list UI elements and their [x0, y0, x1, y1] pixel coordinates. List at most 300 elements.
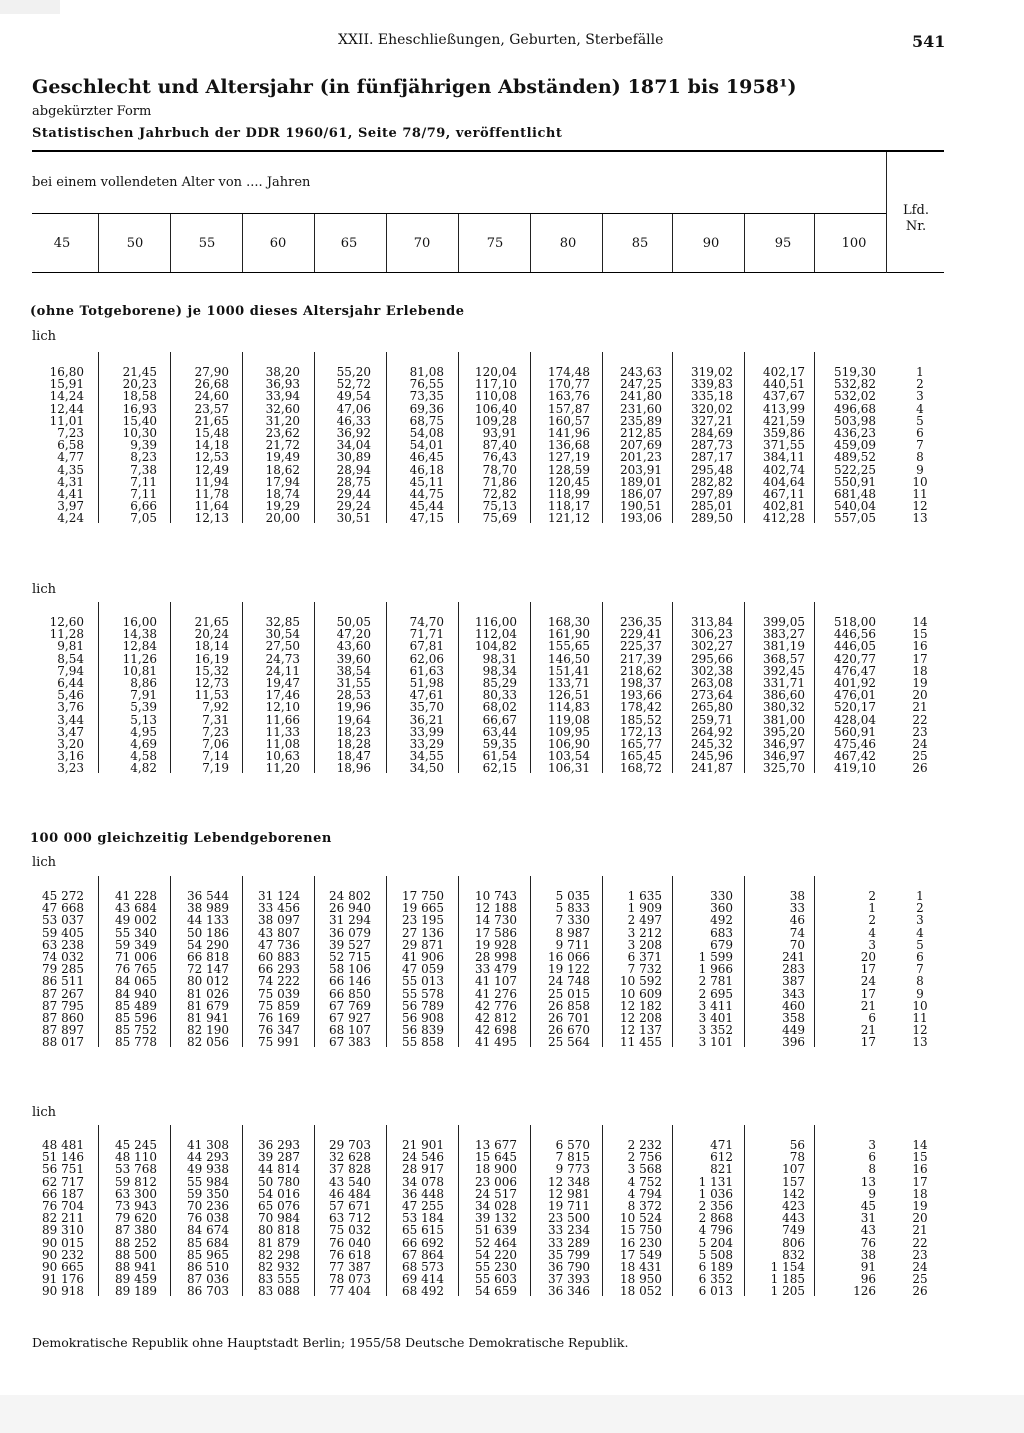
table-cell: 5 508	[698, 1247, 733, 1262]
table-cell: 56 789	[402, 998, 444, 1013]
table-cell: 56	[789, 1138, 805, 1152]
table-cell: 330	[710, 889, 733, 903]
table-cell: 46,18	[409, 462, 444, 477]
table-cell: 4,58	[130, 749, 157, 764]
footnote: Demokratische Republik ohne Hauptstadt Berlin; 1955/58 Deutsche Demokratische Republik.	[32, 1335, 629, 1350]
table-cell: 18,28	[336, 736, 371, 751]
row-number: 6	[916, 949, 924, 964]
age-column-header: 85	[631, 236, 649, 251]
table-cell: 15,48	[194, 425, 229, 440]
table-cell: 12,53	[194, 450, 229, 465]
row-number: 17	[912, 651, 928, 666]
table-cell: 241,87	[691, 761, 733, 776]
table-cell: 319,02	[691, 365, 733, 379]
running-header: XXII. Eheschließungen, Geburten, Sterbefälle	[338, 32, 664, 48]
table-cell: 6 371	[627, 949, 662, 964]
table-cell: 43	[860, 1223, 876, 1238]
table-cell: 17	[860, 1035, 876, 1050]
table-cell: 2	[868, 889, 876, 903]
row-number: 5	[916, 413, 924, 428]
table-cell: 9 711	[555, 937, 590, 952]
table-cell: 6,66	[130, 499, 157, 514]
lfd-label-line2: Nr.	[905, 219, 927, 234]
table-cell: 4,31	[57, 474, 84, 489]
table-cell: 437,67	[763, 389, 805, 404]
table-cell: 217,39	[620, 651, 662, 666]
table-cell: 24,11	[265, 663, 300, 678]
table-cell: 38 097	[258, 913, 300, 928]
table-cell: 2 756	[627, 1150, 662, 1165]
table-cell: 44 814	[258, 1162, 300, 1177]
table-cell: 4,95	[130, 724, 157, 739]
table-cell: 612	[710, 1150, 733, 1165]
table-cell: 6 189	[698, 1259, 733, 1274]
table-cell: 7,05	[130, 511, 157, 526]
table-cell: 25 015	[548, 986, 590, 1001]
table-cell: 34,50	[409, 761, 444, 776]
table-cell: 295,66	[691, 651, 733, 666]
table-cell: 532,02	[834, 389, 876, 404]
table-cell: 1 185	[770, 1272, 805, 1287]
table-cell: 52 715	[329, 949, 371, 964]
table-cell: 20,23	[122, 377, 157, 392]
table-cell: 7,92	[202, 700, 229, 715]
table-cell: 67 864	[402, 1247, 444, 1262]
table-cell: 47 059	[402, 962, 444, 977]
table-cell: 155,65	[548, 639, 590, 654]
section-title-survivors: 100 000 gleichzeitig Lebendgeborenen	[30, 831, 332, 846]
table-cell: 203,91	[620, 462, 662, 477]
table-cell: 168,72	[620, 761, 662, 776]
header-mid-rule	[32, 213, 887, 214]
table-cell: 3 568	[627, 1162, 662, 1177]
age-column-header: 70	[413, 236, 431, 251]
table-cell: 295,48	[691, 462, 733, 477]
column-divider	[814, 214, 815, 272]
row-number: 12	[912, 499, 928, 514]
table-cell: 15 750	[620, 1223, 662, 1238]
table-cell: 50,05	[336, 615, 371, 629]
table-cell: 387	[782, 974, 805, 989]
table-cell: 449	[782, 1023, 805, 1038]
table-cell: 12 182	[620, 998, 662, 1013]
row-number: 13	[912, 1035, 928, 1050]
table-cell: 17 586	[475, 925, 517, 940]
table-cell: 26 940	[329, 901, 371, 916]
table-cell: 163,76	[548, 389, 590, 404]
table-row	[32, 1176, 942, 1188]
table-cell: 31,20	[265, 413, 300, 428]
row-number: 4	[916, 925, 924, 940]
table-cell: 42 812	[475, 1010, 517, 1025]
table-cell: 5 204	[698, 1235, 733, 1250]
table-cell: 32,85	[265, 615, 300, 629]
table-cell: 16,80	[49, 365, 84, 379]
table-cell: 16 066	[548, 949, 590, 964]
table-cell: 98,31	[482, 651, 517, 666]
table-cell: 31 124	[258, 889, 300, 903]
table-cell: 4,35	[57, 462, 84, 477]
group-label: lich	[32, 1105, 56, 1120]
table-cell: 383,27	[763, 627, 805, 642]
table-cell: 170,77	[548, 377, 590, 392]
table-cell: 121,12	[548, 511, 590, 526]
table-cell: 259,71	[691, 712, 733, 727]
table-cell: 29,24	[336, 499, 371, 514]
table-cell: 6 013	[698, 1284, 733, 1299]
table-row	[32, 762, 942, 774]
column-divider	[386, 214, 387, 272]
group-label: lich	[32, 582, 56, 597]
table-cell: 18,62	[265, 462, 300, 477]
table-cell: 46,45	[409, 450, 444, 465]
table-cell: 46 484	[329, 1186, 371, 1201]
table-cell: 4,82	[130, 761, 157, 776]
table-cell: 229,41	[620, 627, 662, 642]
table-cell: 6	[868, 1010, 876, 1025]
table-cell: 5,39	[130, 700, 157, 715]
table-cell: 21,45	[122, 365, 157, 379]
table-cell: 66 293	[258, 962, 300, 977]
table-cell: 33 234	[548, 1223, 590, 1238]
table-cell: 6	[868, 1150, 876, 1165]
header-top-rule	[32, 150, 944, 152]
table-cell: 1 966	[698, 962, 733, 977]
table-cell: 19 928	[475, 937, 517, 952]
table-cell: 7,14	[202, 749, 229, 764]
row-number: 21	[912, 700, 928, 715]
table-cell: 48 110	[115, 1150, 157, 1165]
table-cell: 78,70	[482, 462, 517, 477]
table-cell: 4,77	[57, 450, 84, 465]
table-cell: 120,04	[475, 365, 517, 379]
table-cell: 87 267	[42, 986, 84, 1001]
table-cell: 75 859	[258, 998, 300, 1013]
table-block	[32, 616, 942, 774]
table-cell: 44 133	[187, 913, 229, 928]
lfd-divider	[886, 152, 887, 273]
table-cell: 55 984	[187, 1174, 229, 1189]
row-number: 7	[916, 438, 924, 453]
table-row	[32, 403, 942, 415]
table-cell: 81 941	[187, 1010, 229, 1025]
table-cell: 50 780	[258, 1174, 300, 1189]
table-cell: 2	[868, 913, 876, 928]
table-row	[32, 640, 942, 652]
table-cell: 12,84	[122, 639, 157, 654]
table-cell: 126,51	[548, 688, 590, 703]
table-cell: 55 230	[475, 1259, 517, 1274]
table-cell: 7,19	[202, 761, 229, 776]
table-cell: 82 190	[187, 1023, 229, 1038]
table-cell: 85 965	[187, 1247, 229, 1262]
table-cell: 31	[860, 1211, 876, 1226]
table-cell: 207,69	[620, 438, 662, 453]
table-cell: 13	[860, 1174, 876, 1189]
table-cell: 11,78	[194, 486, 229, 501]
row-number: 24	[912, 736, 928, 751]
table-cell: 47 255	[402, 1198, 444, 1213]
table-cell: 68,02	[482, 700, 517, 715]
table-cell: 12 208	[620, 1010, 662, 1025]
column-divider	[602, 214, 603, 272]
table-cell: 19 665	[402, 901, 444, 916]
table-cell: 65 615	[402, 1223, 444, 1238]
table-cell: 18 950	[620, 1272, 662, 1287]
table-cell: 193,06	[620, 511, 662, 526]
table-row	[32, 975, 942, 987]
table-cell: 12,13	[194, 511, 229, 526]
table-cell: 7 815	[555, 1150, 590, 1165]
table-cell: 8,23	[130, 450, 157, 465]
table-cell: 5 035	[555, 889, 590, 903]
table-cell: 33 456	[258, 901, 300, 916]
table-cell: 117,10	[475, 377, 517, 392]
table-cell: 368,57	[763, 651, 805, 666]
table-cell: 402,81	[763, 499, 805, 514]
table-cell: 75 032	[329, 1223, 371, 1238]
table-cell: 7,11	[130, 486, 157, 501]
table-cell: 17,46	[265, 688, 300, 703]
table-cell: 81 879	[258, 1235, 300, 1250]
row-number: 18	[912, 663, 928, 678]
table-cell: 41 107	[475, 974, 517, 989]
table-cell: 4 794	[627, 1186, 662, 1201]
table-cell: 19,29	[265, 499, 300, 514]
table-cell: 36 790	[548, 1259, 590, 1274]
table-cell: 146,50	[548, 651, 590, 666]
table-cell: 540,04	[834, 499, 876, 514]
table-cell: 65 076	[258, 1198, 300, 1213]
table-cell: 749	[782, 1223, 805, 1238]
table-cell: 86 703	[187, 1284, 229, 1299]
table-cell: 320,02	[691, 401, 733, 416]
table-cell: 10 743	[475, 889, 517, 903]
table-cell: 47 668	[42, 901, 84, 916]
table-cell: 68 107	[329, 1023, 371, 1038]
table-cell: 11,08	[265, 736, 300, 751]
table-cell: 7,91	[130, 688, 157, 703]
row-number: 23	[912, 1247, 928, 1262]
table-cell: 18 900	[475, 1162, 517, 1177]
table-cell: 88 500	[115, 1247, 157, 1262]
table-cell: 54,01	[409, 438, 444, 453]
table-cell: 89 459	[115, 1272, 157, 1287]
table-cell: 18,23	[336, 724, 371, 739]
table-cell: 18,74	[265, 486, 300, 501]
row-number: 16	[912, 1162, 928, 1177]
table-cell: 62,06	[409, 651, 444, 666]
table-cell: 87 897	[42, 1023, 84, 1038]
table-cell: 2 695	[698, 986, 733, 1001]
table-cell: 47,06	[336, 401, 371, 416]
table-cell: 2 781	[698, 974, 733, 989]
table-cell: 6 352	[698, 1272, 733, 1287]
row-number: 1	[916, 365, 924, 379]
table-cell: 59,35	[482, 736, 517, 751]
row-number: 5	[916, 937, 924, 952]
table-cell: 56 839	[402, 1023, 444, 1038]
table-cell: 21,65	[194, 615, 229, 629]
age-column-header: 45	[53, 236, 71, 251]
table-cell: 47,20	[336, 627, 371, 642]
table-cell: 8,54	[57, 651, 84, 666]
table-cell: 343	[782, 986, 805, 1001]
table-cell: 18 431	[620, 1259, 662, 1274]
table-cell: 37 828	[329, 1162, 371, 1177]
table-cell: 83 088	[258, 1284, 300, 1299]
table-cell: 35 799	[548, 1247, 590, 1262]
table-cell: 157	[782, 1174, 805, 1189]
table-cell: 297,89	[691, 486, 733, 501]
table-cell: 74 222	[258, 974, 300, 989]
table-cell: 30,89	[336, 450, 371, 465]
table-cell: 8 987	[555, 925, 590, 940]
row-number: 16	[912, 639, 928, 654]
table-cell: 3,76	[57, 700, 84, 715]
table-cell: 446,05	[834, 639, 876, 654]
row-number: 23	[912, 724, 928, 739]
table-cell: 160,57	[548, 413, 590, 428]
table-cell: 17,94	[265, 474, 300, 489]
table-cell: 11,94	[194, 474, 229, 489]
table-cell: 66 850	[329, 986, 371, 1001]
table-cell: 68 492	[402, 1284, 444, 1299]
table-row	[32, 451, 942, 463]
table-cell: 87 036	[187, 1272, 229, 1287]
table-cell: 283	[782, 962, 805, 977]
table-cell: 1 131	[698, 1174, 733, 1189]
table-cell: 19,49	[265, 450, 300, 465]
table-cell: 49 938	[187, 1162, 229, 1177]
table-cell: 235,89	[620, 413, 662, 428]
row-number: 11	[912, 486, 928, 501]
table-cell: 476,01	[834, 688, 876, 703]
table-row	[32, 512, 942, 524]
table-cell: 36,93	[265, 377, 300, 392]
table-cell: 66 692	[402, 1235, 444, 1250]
table-cell: 87 795	[42, 998, 84, 1013]
table-cell: 80 012	[187, 974, 229, 989]
row-number: 22	[912, 1235, 928, 1250]
table-cell: 39,60	[336, 651, 371, 666]
table-cell: 96	[860, 1272, 876, 1287]
table-cell: 49 002	[115, 913, 157, 928]
table-cell: 21,65	[194, 413, 229, 428]
subtitle: abgekürzter Form	[32, 104, 152, 119]
table-cell: 19,47	[265, 675, 300, 690]
table-cell: 423	[782, 1198, 805, 1213]
table-cell: 4 796	[698, 1223, 733, 1238]
table-cell: 302,27	[691, 639, 733, 654]
table-cell: 16,93	[122, 401, 157, 416]
table-cell: 24	[860, 974, 876, 989]
table-cell: 55 603	[475, 1272, 517, 1287]
table-cell: 47,15	[409, 511, 444, 526]
table-cell: 18,96	[336, 761, 371, 776]
table-cell: 384,11	[763, 450, 805, 465]
table-cell: 225,37	[620, 639, 662, 654]
table-cell: 21	[860, 1023, 876, 1038]
table-cell: 29 871	[402, 937, 444, 952]
table-cell: 380,32	[763, 700, 805, 715]
table-cell: 43 807	[258, 925, 300, 940]
table-cell: 459,09	[834, 438, 876, 453]
table-cell: 118,17	[548, 499, 590, 514]
table-cell: 80 818	[258, 1223, 300, 1238]
table-cell: 31,55	[336, 675, 371, 690]
table-cell: 178,42	[620, 700, 662, 715]
table-cell: 475,46	[834, 736, 876, 751]
table-cell: 10,30	[122, 425, 157, 440]
table-cell: 78 073	[329, 1272, 371, 1287]
table-cell: 82 298	[258, 1247, 300, 1262]
table-cell: 72,82	[482, 486, 517, 501]
table-cell: 23 500	[548, 1211, 590, 1226]
table-cell: 69 414	[402, 1272, 444, 1287]
table-cell: 77 387	[329, 1259, 371, 1274]
row-number: 1	[916, 889, 924, 903]
table-cell: 29 703	[329, 1138, 371, 1152]
table-cell: 52 464	[475, 1235, 517, 1250]
table-cell: 3,16	[57, 749, 84, 764]
table-cell: 3,97	[57, 499, 84, 514]
table-cell: 28 917	[402, 1162, 444, 1177]
table-cell: 19 711	[548, 1198, 590, 1213]
table-cell: 128,59	[548, 462, 590, 477]
table-cell: 27 136	[402, 925, 444, 940]
table-cell: 106,90	[548, 736, 590, 751]
table-cell: 103,54	[548, 749, 590, 764]
table-row	[32, 914, 942, 926]
table-cell: 10,63	[265, 749, 300, 764]
table-cell: 45,44	[409, 499, 444, 514]
table-cell: 20	[860, 949, 876, 964]
table-cell: 11,53	[194, 688, 229, 703]
table-cell: 359,86	[763, 425, 805, 440]
age-header-label: bei einem vollendeten Alter von .... Jahren	[32, 175, 311, 190]
table-cell: 75 039	[258, 986, 300, 1001]
table-cell: 325,70	[763, 761, 805, 776]
row-number: 7	[916, 962, 924, 977]
table-cell: 4,69	[130, 736, 157, 751]
table-cell: 38,54	[336, 663, 371, 678]
table-cell: 90 232	[42, 1247, 84, 1262]
lfd-nr-label	[896, 203, 936, 235]
table-cell: 467,42	[834, 749, 876, 764]
row-number: 18	[912, 1186, 928, 1201]
table-cell: 28,53	[336, 688, 371, 703]
table-cell: 2 497	[627, 913, 662, 928]
table-cell: 428,04	[834, 712, 876, 727]
table-cell: 18,47	[336, 749, 371, 764]
table-cell: 9	[868, 1186, 876, 1201]
table-cell: 15,40	[122, 413, 157, 428]
table-cell: 85 489	[115, 998, 157, 1013]
table-cell: 29,44	[336, 486, 371, 501]
table-cell: 157,87	[548, 401, 590, 416]
table-cell: 284,69	[691, 425, 733, 440]
table-cell: 3	[868, 1138, 876, 1152]
table-cell: 126	[853, 1284, 876, 1299]
table-cell: 15,32	[194, 663, 229, 678]
table-cell: 85,29	[482, 675, 517, 690]
age-column-header: 95	[774, 236, 792, 251]
row-number: 25	[912, 1272, 928, 1287]
table-cell: 76,43	[482, 450, 517, 465]
table-cell: 45,11	[409, 474, 444, 489]
table-cell: 61,54	[482, 749, 517, 764]
